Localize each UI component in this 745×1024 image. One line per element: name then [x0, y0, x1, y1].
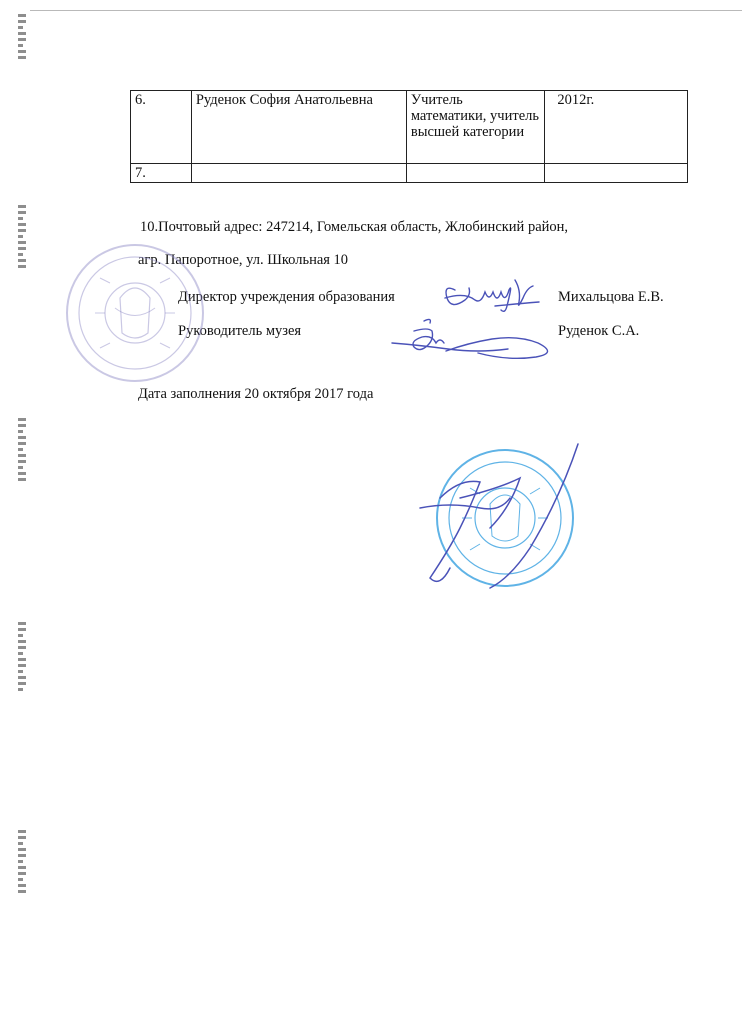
row-number: 6. — [131, 91, 192, 164]
fill-date: Дата заполнения 20 октября 2017 года — [138, 386, 374, 402]
scan-top-line — [30, 10, 742, 11]
museum-head-name: Руденок С.А. — [558, 323, 640, 339]
address-line-2: агр. Папоротное, ул. Школьная 10 — [138, 252, 349, 268]
employee-name: Руденок София Анатольевна — [191, 91, 406, 164]
punch-hole-marks-2 — [18, 205, 30, 271]
punch-hole-marks-5 — [18, 830, 30, 896]
staff-table — [130, 90, 688, 183]
punch-hole-marks-1 — [18, 14, 30, 62]
table-row — [131, 164, 688, 183]
director-name: Михальцова Е.В. — [558, 289, 664, 305]
employee-name — [191, 164, 406, 183]
punch-hole-marks-3 — [18, 418, 30, 484]
employee-year — [545, 164, 688, 183]
museum-head-signature — [388, 313, 563, 373]
school-seal-blue — [410, 438, 590, 598]
director-title: Директор учреждения образования — [178, 289, 395, 305]
row-number: 7. — [131, 164, 192, 183]
employee-year — [545, 91, 688, 164]
employee-position: Учитель математики, учитель высшей категории — [406, 91, 544, 164]
table-row — [131, 91, 688, 164]
address-line-1: 10.Почтовый адрес: 247214, Гомельская область, Жлобинский район, — [140, 219, 569, 235]
punch-hole-marks-4 — [18, 622, 30, 694]
employee-position — [406, 164, 544, 183]
year-value: 2012г. — [557, 92, 595, 108]
museum-head-title: Руководитель музея — [178, 323, 302, 339]
school-seal-faded — [60, 238, 210, 388]
